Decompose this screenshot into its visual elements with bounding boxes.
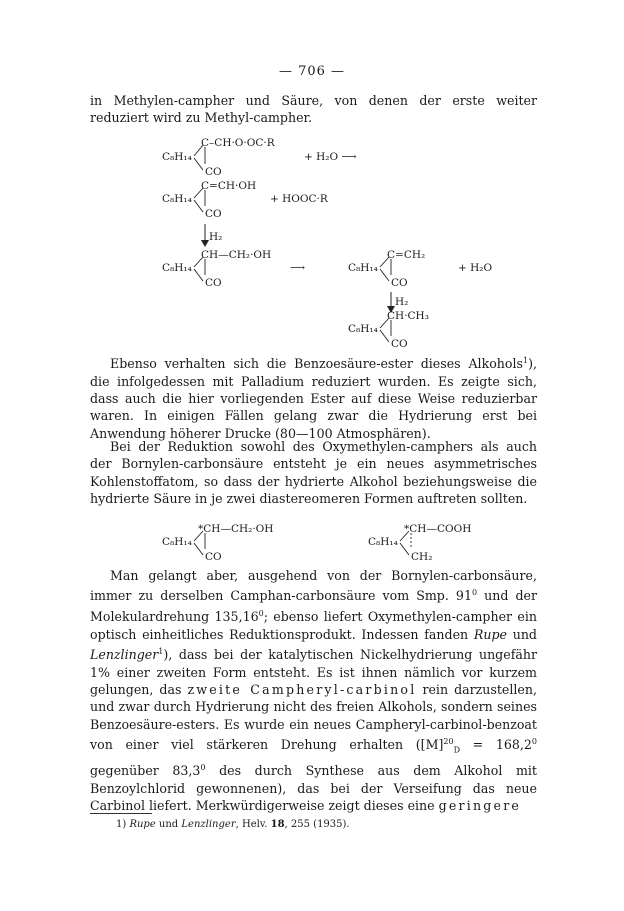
footnote-ref: 1: [158, 647, 164, 656]
spaced-term: geringere: [438, 798, 522, 814]
formula-1-bottom: CO: [205, 166, 222, 178]
formula-3-arrow: ⟶: [290, 262, 306, 274]
paragraph-2-text-b: ), die infolgedessen mit Palladium reduziert wurden. Es zeigte sich, dass auch die hier vorliegenden Ester auf diese Weise reduzierbar waren. In einigen Fällen gelang zwar die Hydrierung erst bei Anwendung höherer Drucke (80—100 Atmosphären).: [90, 356, 537, 441]
p4-text-c: ; ebenso liefert Oxymethylen-campher ein optisch einheitliches Reduktionsprodukt. Indessen fanden: [90, 609, 537, 642]
formula-7-bottom: CH₂: [411, 551, 433, 563]
formula-1-reagent: + H₂O ⟶: [304, 151, 357, 163]
formula-7: [368, 523, 471, 563]
formula-1: [162, 137, 357, 178]
formula-2-top: C=CH·OH: [201, 180, 257, 192]
formula-2-bottom: CO: [205, 208, 222, 220]
formula-5-bottom: CO: [391, 338, 408, 350]
formula-4-top: C=CH₂: [387, 249, 426, 261]
intro-paragraph: in Methylen-campher und Säure, von denen der erste weiter reduziert wird zu Methyl-campher.: [90, 93, 537, 126]
formula-7-top: *CH—COOH: [404, 523, 472, 535]
p4-text-g: = 168,2: [460, 737, 532, 753]
formula-6-bottom: CO: [205, 551, 222, 563]
p4-text-d: und: [506, 626, 537, 642]
sodium-d-subscript: D: [453, 745, 460, 755]
footnote-pages: , 255 (1935).: [284, 819, 350, 830]
formula-4: [348, 249, 493, 289]
formula-6-top: *CH—CH₂·OH: [198, 523, 274, 535]
paragraph-4: [90, 567, 537, 815]
formula-6-left: C₈H₁₄: [162, 536, 192, 548]
formula-5: [348, 310, 429, 350]
p4-text-a: Man gelangt aber, ausgehend von der Bornylen-carbonsäure, immer zu derselben Camphan-carbonsäure vom Smp. 91: [90, 568, 537, 604]
formula-7-left: C₈H₁₄: [368, 536, 398, 548]
page-number: — 706 —: [278, 64, 346, 79]
footnote-marker: 1): [116, 819, 127, 830]
reduction-arrow-1: [201, 224, 222, 247]
formula-1-top: C–CH·O·OC·R: [201, 137, 275, 149]
formula-3: [162, 249, 305, 289]
author-name-rupe: Rupe: [473, 626, 507, 642]
footnote-und: und: [155, 819, 182, 830]
degree-mark: 0: [258, 609, 264, 618]
paragraph-2-text-a: Ebenso verhalten sich die Benzoesäure-ester dieses Alkohols: [110, 356, 523, 372]
degree-mark: 0: [200, 763, 206, 773]
formula-2: [162, 180, 329, 220]
footnote-ref: 1: [522, 356, 529, 365]
paragraph-3: Bei der Reduktion sowohl des Oxymethylen-camphers als auch der Bornylen-carbonsäure entsteht je ein neues asymmetrisches Kohlenstoffatom, so dass der hydrierte Alkohol beziehungsweise die hydrierte Säure in je zwei diastereomeren Formen auftreten sollten.: [90, 439, 537, 507]
formula-1-left: C₈H₁₄: [162, 151, 192, 163]
footnote-author-1: Rupe: [129, 819, 156, 830]
formula-3-top: CH—CH₂·OH: [201, 249, 272, 261]
footnote-journal: , Helv.: [235, 819, 271, 830]
paragraph-2: [90, 352, 537, 442]
formula-2-reagent: + HOOC·R: [270, 193, 328, 205]
degree-mark: 0: [531, 737, 537, 747]
footnote-volume: 18: [270, 819, 285, 830]
reduction-arrow-1-label: H₂: [209, 231, 223, 243]
formula-3-left: C₈H₁₄: [162, 262, 192, 274]
p4-text-h: gegenüber 83,3: [90, 763, 201, 779]
footnote: [116, 819, 350, 830]
formula-4-bottom: CO: [391, 277, 408, 289]
spaced-term: zweite Campheryl-carbinol: [187, 682, 417, 697]
formula-5-left: C₈H₁₄: [348, 323, 378, 335]
author-name-lenzlinger: Lenzlinger: [90, 647, 159, 663]
formula-6: [162, 523, 273, 563]
footnote-author-2: Lenzlinger: [181, 819, 236, 830]
temperature-superscript: 20: [443, 737, 454, 747]
p4-text-f: rein darzustellen, und zwar durch Hydrierung nicht des freien Alkohols, sondern seines Benzoesäure-esters. Es wurde ein neues Campheryl-carbinol-benzoat von einer viel stärkeren Drehung erhalten ([M]: [90, 682, 538, 753]
p4-text-b: und der Molekulardrehung 135,16: [90, 588, 537, 625]
formula-3-bottom: CO: [205, 277, 222, 289]
formula-5-top: CH·CH₃: [387, 310, 429, 322]
p4-text-i: des durch Synthese aus dem Alkohol mit Benzoylchlorid gewonnenen), das bei der Verseifung das neue Carbinol liefert. Merkwürdigerweise zeigt dieses eine: [90, 763, 537, 814]
formula-4-left: C₈H₁₄: [348, 262, 378, 274]
degree-mark: 0: [471, 588, 478, 598]
footnote-divider: [90, 813, 152, 814]
p4-text-e: ), dass bei der katalytischen Nickelhydrierung ungefähr 1% einer zweiten Form entsteht. Es ist ihnen nämlich vor kurzem gelungen, das: [90, 647, 537, 697]
formula-4-reagent: + H₂O: [458, 262, 493, 274]
reduction-arrow-2-label: H₂: [395, 296, 409, 308]
formula-2-left: C₈H₁₄: [162, 193, 192, 205]
